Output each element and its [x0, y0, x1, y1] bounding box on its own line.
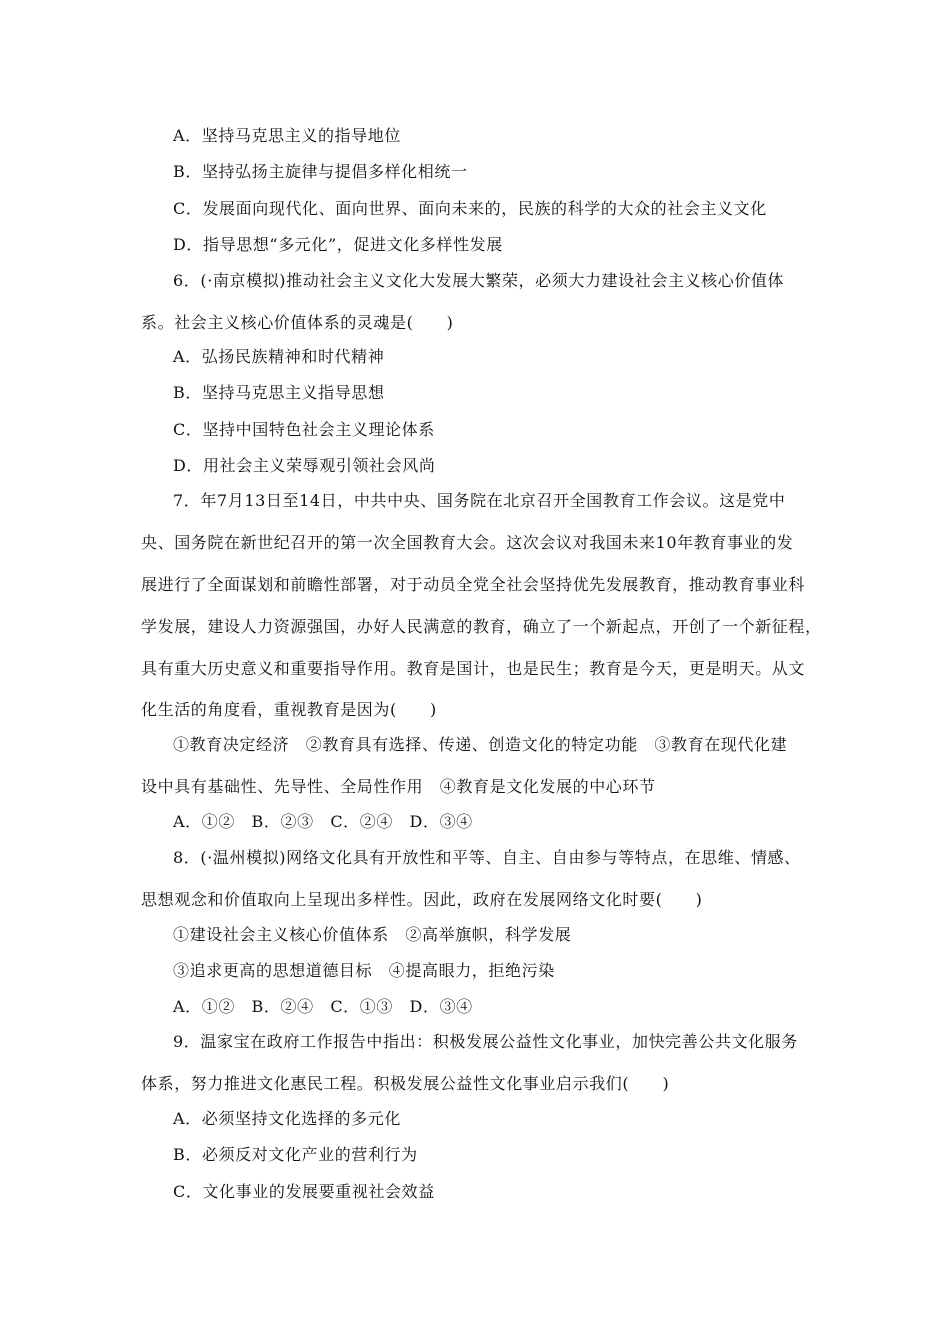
q6-option-c: C．坚持中国特色社会主义理论体系 — [173, 420, 435, 439]
q5-option-b: B．坚持弘扬主旋律与提倡多样化相统一 — [173, 162, 468, 181]
q9-option-b: B．必须反对文化产业的营利行为 — [173, 1145, 418, 1164]
q7-stem-line2: 央、国务院在新世纪召开的第一次全国教育大会。这次会议对我国未来10年教育事业的发 — [141, 533, 794, 552]
q7-stem-line5: 具有重大历史意义和重要指导作用。教育是国计，也是民生；教育是今天，更是明天。从文 — [141, 659, 806, 678]
q6-option-d: D．用社会主义荣辱观引领社会风尚 — [173, 456, 436, 475]
q7-stem-line3: 展进行了全面谋划和前瞻性部署，对于动员全党全社会坚持优先发展教育，推动教育事业科 — [141, 575, 806, 594]
q7-items-line1: ①教育决定经济 ②教育具有选择、传递、创造文化的特定功能 ③教育在现代化建 — [173, 735, 788, 754]
q5-option-a: A．坚持马克思主义的指导地位 — [173, 126, 401, 145]
q5-option-d: D．指导思想“多元化”，促进文化多样性发展 — [173, 235, 503, 254]
q7-choices: A．①② B．②③ C．②④ D．③④ — [173, 812, 473, 831]
q6-stem-line1: 6．(·南京模拟)推动社会主义文化大发展大繁荣，必须大力建设社会主义核心价值体 — [173, 271, 785, 290]
q8-items-line2: ③追求更高的思想道德目标 ④提高眼力，拒绝污染 — [173, 961, 555, 980]
q9-option-a: A．必须坚持文化选择的多元化 — [173, 1109, 401, 1128]
q7-stem-line4: 学发展，建设人力资源强国，办好人民满意的教育，确立了一个新起点，开创了一个新征程， — [141, 617, 822, 636]
q7-stem-line6: 化生活的角度看，重视教育是因为( ) — [141, 700, 437, 719]
q8-stem-line1: 8．(·温州模拟)网络文化具有开放性和平等、自主、自由参与等特点，在思维、情感、 — [173, 848, 801, 867]
q9-stem-line1: 9．温家宝在政府工作报告中指出：积极发展公益性文化事业，加快完善公共文化服务 — [173, 1032, 798, 1051]
q7-items-line2: 设中具有基础性、先导性、全局性作用 ④教育是文化发展的中心环节 — [141, 777, 656, 796]
q9-stem-line2: 体系，努力推进文化惠民工程。积极发展公益性文化事业启示我们( ) — [141, 1074, 670, 1093]
q5-option-c: C．发展面向现代化、面向世界、面向未来的，民族的科学的大众的社会主义文化 — [173, 199, 767, 218]
q8-choices: A．①② B．②④ C．①③ D．③④ — [173, 997, 473, 1016]
q9-option-c: C．文化事业的发展要重视社会效益 — [173, 1182, 435, 1201]
q6-stem-line2: 系。社会主义核心价值体系的灵魂是( ) — [141, 313, 454, 332]
q8-stem-line2: 思想观念和价值取向上呈现出多样性。因此，政府在发展网络文化时要( ) — [141, 890, 703, 909]
q7-stem-line1: 7．年7月13日至14日，中共中央、国务院在北京召开全国教育工作会议。这是党中 — [173, 491, 786, 510]
q8-items-line1: ①建设社会主义核心价值体系 ②高举旗帜，科学发展 — [173, 925, 572, 944]
q6-option-b: B．坚持马克思主义指导思想 — [173, 383, 385, 402]
q6-option-a: A．弘扬民族精神和时代精神 — [173, 347, 385, 366]
